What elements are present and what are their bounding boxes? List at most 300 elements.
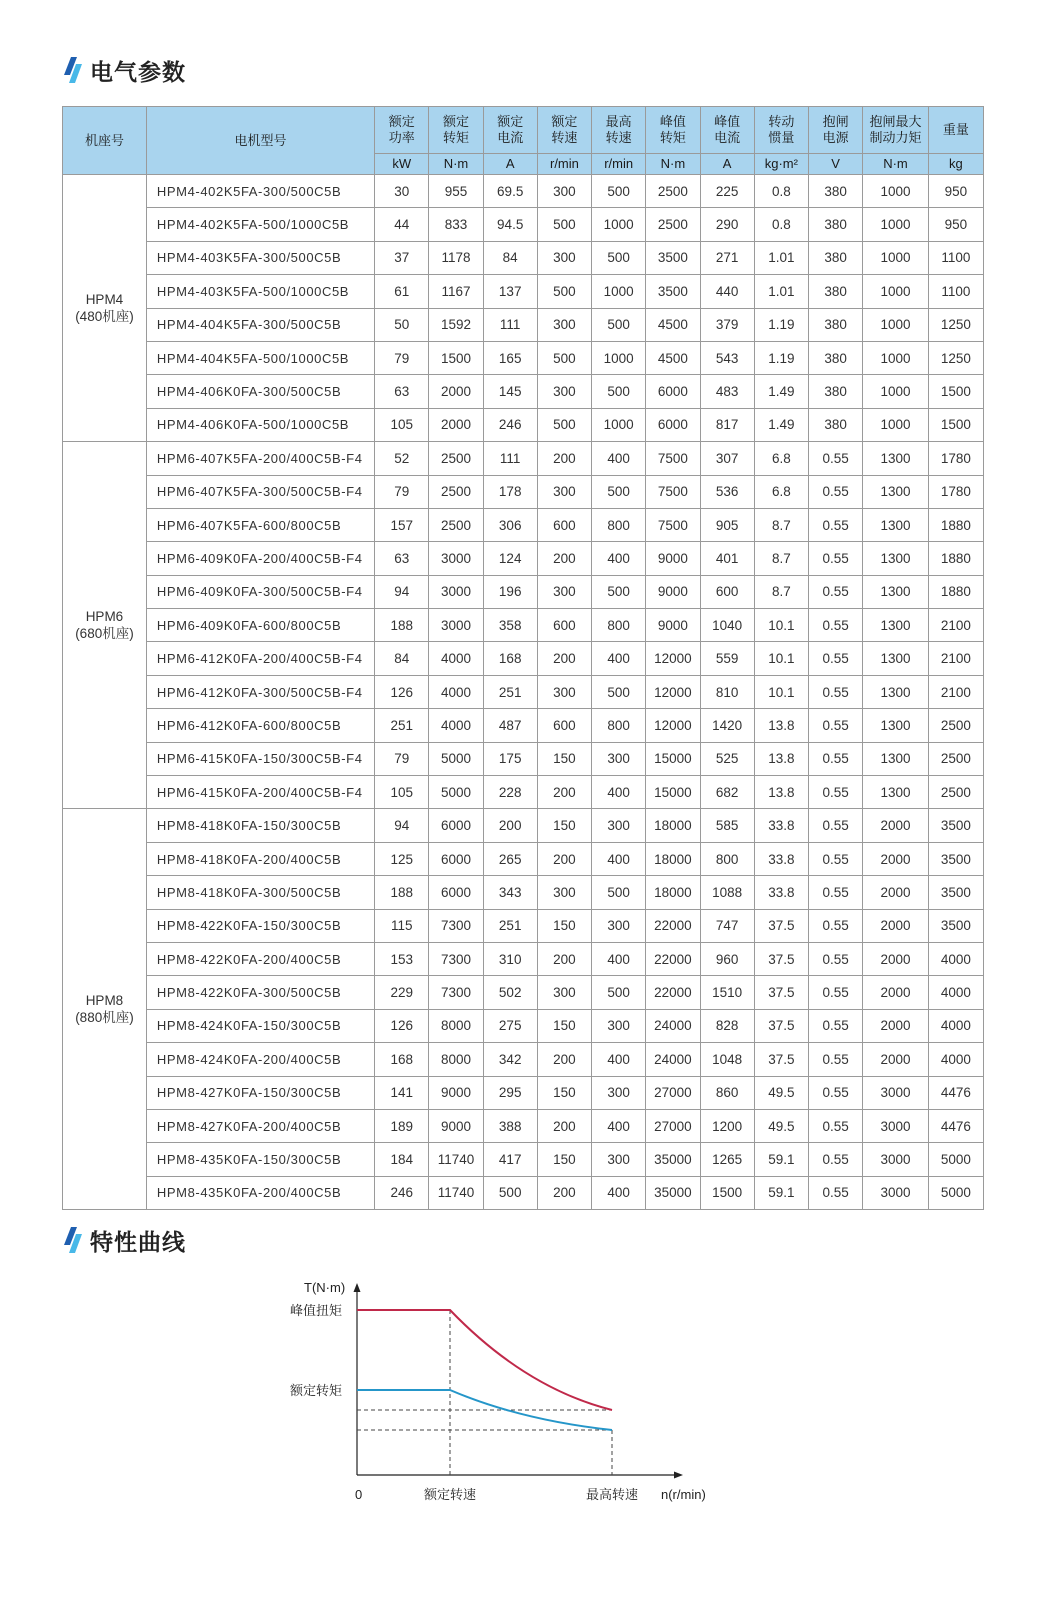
value-cell: 800 <box>592 709 646 742</box>
electrical-params-table <box>62 106 984 1210</box>
value-cell: 300 <box>592 809 646 842</box>
value-cell: 5000 <box>928 1143 983 1176</box>
value-cell: 2500 <box>646 175 700 208</box>
value-cell: 94.5 <box>483 208 537 241</box>
frame-name: HPM6 <box>85 609 124 625</box>
value-cell: 69.5 <box>483 175 537 208</box>
value-cell: 59.1 <box>754 1176 808 1209</box>
value-cell: 379 <box>700 308 754 341</box>
value-cell: 2000 <box>863 809 928 842</box>
value-cell: 1.01 <box>754 241 808 274</box>
value-cell: 0.55 <box>808 609 862 642</box>
value-cell: 400 <box>592 1043 646 1076</box>
value-cell: 4000 <box>928 1043 983 1076</box>
table-row <box>63 341 984 374</box>
origin-label: 0 <box>355 1487 363 1502</box>
value-cell: 0.55 <box>808 642 862 675</box>
header-line1: 额定 <box>388 114 415 129</box>
rated-torque-label: 额定转矩 <box>290 1383 343 1398</box>
value-cell: 358 <box>483 609 537 642</box>
value-cell: 4000 <box>928 942 983 975</box>
value-cell: 200 <box>537 1176 591 1209</box>
value-cell: 1500 <box>700 1176 754 1209</box>
model-cell: HPM8-435K0FA-150/300C5B <box>146 1143 374 1176</box>
value-cell: 6000 <box>429 842 483 875</box>
value-cell: 400 <box>592 542 646 575</box>
value-cell: 13.8 <box>754 742 808 775</box>
value-cell: 1250 <box>928 341 983 374</box>
value-cell: 3000 <box>863 1076 928 1109</box>
header-line2: 转速 <box>605 130 632 145</box>
value-cell: 188 <box>375 876 429 909</box>
value-cell: 1040 <box>700 609 754 642</box>
value-cell: 61 <box>375 275 429 308</box>
value-cell: 950 <box>928 208 983 241</box>
table-row <box>63 609 984 642</box>
value-cell: 59.1 <box>754 1143 808 1176</box>
value-cell: 380 <box>808 175 862 208</box>
model-cell: HPM6-412K0FA-600/800C5B <box>146 709 374 742</box>
value-cell: 0.55 <box>808 842 862 875</box>
table-row <box>63 709 984 742</box>
value-cell: 79 <box>375 742 429 775</box>
value-cell: 13.8 <box>754 776 808 809</box>
value-cell: 343 <box>483 876 537 909</box>
value-cell: 0.55 <box>808 742 862 775</box>
peak-torque-curve <box>357 1310 612 1410</box>
value-cell: 290 <box>700 208 754 241</box>
value-cell: 800 <box>700 842 754 875</box>
value-cell: 810 <box>700 675 754 708</box>
value-cell: 500 <box>592 675 646 708</box>
model-cell: HPM4-406K0FA-300/500C5B <box>146 375 374 408</box>
value-cell: 1.19 <box>754 341 808 374</box>
value-cell: 1300 <box>863 709 928 742</box>
value-cell: 1200 <box>700 1109 754 1142</box>
value-cell: 1.01 <box>754 275 808 308</box>
value-cell: 300 <box>537 575 591 608</box>
model-cell: HPM6-409K0FA-600/800C5B <box>146 609 374 642</box>
frame-name: HPM8 <box>85 993 124 1009</box>
value-cell: 275 <box>483 1009 537 1042</box>
value-cell: 0.55 <box>808 475 862 508</box>
value-cell: 184 <box>375 1143 429 1176</box>
value-cell: 30 <box>375 175 429 208</box>
section-title-text: 特性曲线 <box>90 1229 186 1256</box>
value-cell: 105 <box>375 408 429 441</box>
value-cell: 8.7 <box>754 542 808 575</box>
value-cell: 8.7 <box>754 508 808 541</box>
header-col-1 <box>429 107 483 154</box>
value-cell: 1510 <box>700 976 754 1009</box>
table-row <box>63 208 984 241</box>
value-cell: 33.8 <box>754 876 808 909</box>
header-model: 电机型号 <box>146 107 374 175</box>
value-cell: 1420 <box>700 709 754 742</box>
header-unit-5: N·m <box>646 154 700 175</box>
value-cell: 4500 <box>646 341 700 374</box>
table-body <box>63 175 984 1210</box>
table-row <box>63 742 984 775</box>
value-cell: 380 <box>808 241 862 274</box>
value-cell: 35000 <box>646 1143 700 1176</box>
header-unit-9: N·m <box>863 154 928 175</box>
value-cell: 145 <box>483 375 537 408</box>
value-cell: 1250 <box>928 308 983 341</box>
value-cell: 79 <box>375 475 429 508</box>
header-line2: 电源 <box>822 130 849 145</box>
value-cell: 300 <box>537 375 591 408</box>
value-cell: 271 <box>700 241 754 274</box>
table-row <box>63 1076 984 1109</box>
value-cell: 1.49 <box>754 408 808 441</box>
value-cell: 600 <box>537 508 591 541</box>
value-cell: 7300 <box>429 909 483 942</box>
frame-name: HPM4 <box>85 292 124 308</box>
value-cell: 12000 <box>646 709 700 742</box>
value-cell: 189 <box>375 1109 429 1142</box>
header-line1: 最高 <box>605 114 632 129</box>
model-cell: HPM6-407K5FA-300/500C5B-F4 <box>146 475 374 508</box>
value-cell: 1500 <box>429 341 483 374</box>
value-cell: 1000 <box>592 208 646 241</box>
value-cell: 955 <box>429 175 483 208</box>
section-marker-icon <box>62 55 84 85</box>
frame-cell <box>63 175 147 442</box>
value-cell: 380 <box>808 308 862 341</box>
value-cell: 33.8 <box>754 842 808 875</box>
value-cell: 2500 <box>928 776 983 809</box>
value-cell: 27000 <box>646 1076 700 1109</box>
value-cell: 2500 <box>646 208 700 241</box>
value-cell: 4000 <box>429 675 483 708</box>
value-cell: 380 <box>808 275 862 308</box>
value-cell: 682 <box>700 776 754 809</box>
table-row <box>63 909 984 942</box>
model-cell: HPM8-418K0FA-150/300C5B <box>146 809 374 842</box>
section-title-text: 电气参数 <box>90 59 186 86</box>
value-cell: 300 <box>592 1009 646 1042</box>
header-line1: 额定 <box>551 114 578 129</box>
section-title-electrical-params <box>62 52 186 88</box>
header-line2: 转矩 <box>442 130 469 145</box>
value-cell: 400 <box>592 942 646 975</box>
value-cell: 3000 <box>863 1176 928 1209</box>
value-cell: 0.55 <box>808 909 862 942</box>
value-cell: 84 <box>375 642 429 675</box>
value-cell: 525 <box>700 742 754 775</box>
table-row <box>63 308 984 341</box>
value-cell: 1880 <box>928 508 983 541</box>
value-cell: 7300 <box>429 976 483 1009</box>
value-cell: 310 <box>483 942 537 975</box>
model-cell: HPM8-435K0FA-200/400C5B <box>146 1176 374 1209</box>
value-cell: 2000 <box>863 976 928 1009</box>
value-cell: 49.5 <box>754 1109 808 1142</box>
value-cell: 5000 <box>928 1176 983 1209</box>
torque-speed-curve <box>280 1270 730 1530</box>
header-line1: 额定 <box>442 114 469 129</box>
value-cell: 0.55 <box>808 1076 862 1109</box>
value-cell: 500 <box>592 175 646 208</box>
header-line2: 电流 <box>497 130 524 145</box>
value-cell: 2500 <box>429 442 483 475</box>
header-unit-8: V <box>808 154 862 175</box>
value-cell: 150 <box>537 1143 591 1176</box>
peak-torque-label: 峰值扭矩 <box>290 1303 343 1318</box>
table-row <box>63 542 984 575</box>
table-row <box>63 1109 984 1142</box>
value-cell: 500 <box>537 208 591 241</box>
header-line1: 峰值 <box>714 114 741 129</box>
header-line1: 转动 <box>768 114 795 129</box>
value-cell: 1300 <box>863 675 928 708</box>
value-cell: 251 <box>375 709 429 742</box>
value-cell: 150 <box>537 742 591 775</box>
value-cell: 7500 <box>646 442 700 475</box>
value-cell: 251 <box>483 909 537 942</box>
value-cell: 18000 <box>646 842 700 875</box>
value-cell: 380 <box>808 208 862 241</box>
value-cell: 168 <box>375 1043 429 1076</box>
value-cell: 2000 <box>863 909 928 942</box>
value-cell: 300 <box>537 976 591 1009</box>
value-cell: 10.1 <box>754 675 808 708</box>
value-cell: 37.5 <box>754 909 808 942</box>
value-cell: 1300 <box>863 776 928 809</box>
model-cell: HPM4-404K5FA-500/1000C5B <box>146 341 374 374</box>
value-cell: 0.55 <box>808 508 862 541</box>
model-cell: HPM8-427K0FA-200/400C5B <box>146 1109 374 1142</box>
value-cell: 125 <box>375 842 429 875</box>
value-cell: 150 <box>537 909 591 942</box>
value-cell: 500 <box>592 308 646 341</box>
value-cell: 6.8 <box>754 475 808 508</box>
value-cell: 168 <box>483 642 537 675</box>
value-cell: 6.8 <box>754 442 808 475</box>
value-cell: 0.55 <box>808 1176 862 1209</box>
value-cell: 200 <box>537 1043 591 1076</box>
header-line2: 转速 <box>551 130 578 145</box>
value-cell: 1780 <box>928 442 983 475</box>
value-cell: 157 <box>375 508 429 541</box>
value-cell: 388 <box>483 1109 537 1142</box>
value-cell: 1300 <box>863 642 928 675</box>
value-cell: 200 <box>537 776 591 809</box>
value-cell: 300 <box>592 909 646 942</box>
value-cell: 0.55 <box>808 709 862 742</box>
value-cell: 3500 <box>646 241 700 274</box>
value-cell: 3500 <box>928 842 983 875</box>
value-cell: 380 <box>808 341 862 374</box>
value-cell: 1000 <box>863 208 928 241</box>
value-cell: 2100 <box>928 642 983 675</box>
value-cell: 200 <box>537 442 591 475</box>
value-cell: 1000 <box>863 275 928 308</box>
value-cell: 3500 <box>928 876 983 909</box>
value-cell: 600 <box>537 609 591 642</box>
value-cell: 1000 <box>592 408 646 441</box>
model-cell: HPM8-422K0FA-200/400C5B <box>146 942 374 975</box>
value-cell: 828 <box>700 1009 754 1042</box>
table-row <box>63 876 984 909</box>
table-row <box>63 575 984 608</box>
model-cell: HPM4-403K5FA-300/500C5B <box>146 241 374 274</box>
value-cell: 300 <box>537 241 591 274</box>
value-cell: 200 <box>537 1109 591 1142</box>
table-header <box>63 107 984 175</box>
header-unit-4: r/min <box>592 154 646 175</box>
value-cell: 228 <box>483 776 537 809</box>
value-cell: 400 <box>592 1176 646 1209</box>
value-cell: 188 <box>375 609 429 642</box>
value-cell: 3000 <box>863 1109 928 1142</box>
model-cell: HPM8-427K0FA-150/300C5B <box>146 1076 374 1109</box>
value-cell: 1000 <box>592 341 646 374</box>
header-col-2 <box>483 107 537 154</box>
value-cell: 295 <box>483 1076 537 1109</box>
value-cell: 8000 <box>429 1043 483 1076</box>
table-row <box>63 375 984 408</box>
value-cell: 400 <box>592 842 646 875</box>
value-cell: 49.5 <box>754 1076 808 1109</box>
value-cell: 246 <box>375 1176 429 1209</box>
value-cell: 150 <box>537 1009 591 1042</box>
model-cell: HPM6-412K0FA-200/400C5B-F4 <box>146 642 374 675</box>
rated-speed-label: 额定转速 <box>424 1487 477 1502</box>
value-cell: 4000 <box>429 709 483 742</box>
value-cell: 1000 <box>863 241 928 274</box>
value-cell: 1265 <box>700 1143 754 1176</box>
value-cell: 380 <box>808 375 862 408</box>
header-line1: 重量 <box>942 122 969 137</box>
value-cell: 2500 <box>429 475 483 508</box>
value-cell: 0.55 <box>808 976 862 1009</box>
value-cell: 10.1 <box>754 642 808 675</box>
value-cell: 37.5 <box>754 1043 808 1076</box>
value-cell: 500 <box>483 1176 537 1209</box>
table-row <box>63 1009 984 1042</box>
value-cell: 585 <box>700 809 754 842</box>
value-cell: 111 <box>483 308 537 341</box>
value-cell: 2000 <box>863 942 928 975</box>
value-cell: 44 <box>375 208 429 241</box>
value-cell: 0.55 <box>808 876 862 909</box>
value-cell: 1000 <box>592 275 646 308</box>
header-line2: 转矩 <box>659 130 686 145</box>
value-cell: 1.49 <box>754 375 808 408</box>
value-cell: 950 <box>928 175 983 208</box>
value-cell: 1780 <box>928 475 983 508</box>
value-cell: 175 <box>483 742 537 775</box>
value-cell: 817 <box>700 408 754 441</box>
value-cell: 500 <box>592 876 646 909</box>
value-cell: 905 <box>700 508 754 541</box>
model-cell: HPM4-403K5FA-500/1000C5B <box>146 275 374 308</box>
value-cell: 500 <box>592 375 646 408</box>
value-cell: 200 <box>483 809 537 842</box>
value-cell: 7300 <box>429 942 483 975</box>
value-cell: 4476 <box>928 1076 983 1109</box>
model-cell: HPM4-402K5FA-300/500C5B <box>146 175 374 208</box>
value-cell: 0.55 <box>808 1043 862 1076</box>
frame-cell <box>63 809 147 1210</box>
value-cell: 12000 <box>646 642 700 675</box>
table-row <box>63 675 984 708</box>
table-row <box>63 1176 984 1209</box>
value-cell: 0.55 <box>808 542 862 575</box>
value-cell: 94 <box>375 809 429 842</box>
value-cell: 22000 <box>646 976 700 1009</box>
value-cell: 600 <box>700 575 754 608</box>
header-col-0 <box>375 107 429 154</box>
value-cell: 33.8 <box>754 809 808 842</box>
model-cell: HPM8-422K0FA-300/500C5B <box>146 976 374 1009</box>
value-cell: 150 <box>537 809 591 842</box>
value-cell: 9000 <box>429 1076 483 1109</box>
value-cell: 4000 <box>928 1009 983 1042</box>
value-cell: 0.55 <box>808 1009 862 1042</box>
value-cell: 0.55 <box>808 675 862 708</box>
header-line2: 制动力矩 <box>869 130 922 145</box>
value-cell: 300 <box>537 475 591 508</box>
value-cell: 500 <box>537 341 591 374</box>
value-cell: 300 <box>537 308 591 341</box>
value-cell: 8.7 <box>754 575 808 608</box>
value-cell: 0.55 <box>808 776 862 809</box>
value-cell: 2000 <box>429 408 483 441</box>
value-cell: 13.8 <box>754 709 808 742</box>
header-line1: 峰值 <box>659 114 686 129</box>
value-cell: 1000 <box>863 408 928 441</box>
value-cell: 63 <box>375 542 429 575</box>
value-cell: 15000 <box>646 742 700 775</box>
value-cell: 500 <box>537 275 591 308</box>
value-cell: 800 <box>592 609 646 642</box>
value-cell: 9000 <box>429 1109 483 1142</box>
model-cell: HPM8-418K0FA-300/500C5B <box>146 876 374 909</box>
value-cell: 7500 <box>646 508 700 541</box>
value-cell: 6000 <box>429 809 483 842</box>
value-cell: 126 <box>375 675 429 708</box>
value-cell: 400 <box>592 1109 646 1142</box>
header-line1: 抱闸 <box>822 114 849 129</box>
value-cell: 9000 <box>646 609 700 642</box>
value-cell: 0.55 <box>808 575 862 608</box>
header-unit-0: kW <box>375 154 429 175</box>
value-cell: 24000 <box>646 1043 700 1076</box>
value-cell: 79 <box>375 341 429 374</box>
value-cell: 1500 <box>928 408 983 441</box>
value-cell: 1300 <box>863 542 928 575</box>
x-axis-label: n(r/min) <box>661 1487 706 1502</box>
value-cell: 37.5 <box>754 976 808 1009</box>
value-cell: 500 <box>592 575 646 608</box>
value-cell: 1.19 <box>754 308 808 341</box>
header-line2: 电流 <box>714 130 741 145</box>
value-cell: 18000 <box>646 809 700 842</box>
value-cell: 200 <box>537 942 591 975</box>
value-cell: 400 <box>592 642 646 675</box>
value-cell: 400 <box>592 776 646 809</box>
model-cell: HPM6-409K0FA-300/500C5B-F4 <box>146 575 374 608</box>
header-line1: 抱闸最大 <box>869 114 922 129</box>
table-row <box>63 408 984 441</box>
table-row <box>63 175 984 208</box>
model-cell: HPM4-406K0FA-500/1000C5B <box>146 408 374 441</box>
header-col-4 <box>592 107 646 154</box>
value-cell: 500 <box>592 475 646 508</box>
